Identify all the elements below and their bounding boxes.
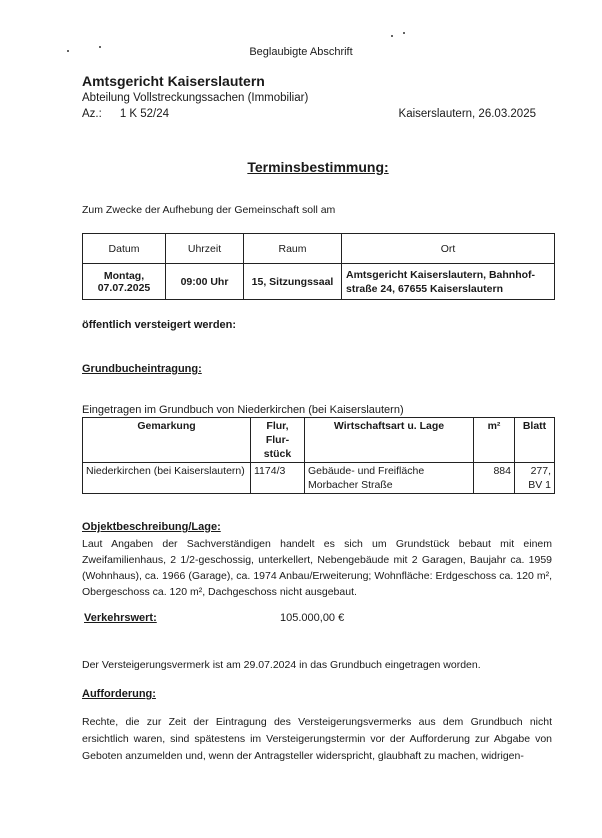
object-description-heading: Objektbeschreibung/Lage: bbox=[82, 521, 221, 533]
land-register-header-row bbox=[83, 418, 555, 463]
col-header-datum: Datum bbox=[83, 234, 166, 264]
cell-gemarkung: Niederkirchen (bei Kaiserslautern) bbox=[83, 463, 251, 494]
appointment-row bbox=[83, 264, 555, 300]
col-header-gemarkung: Gemarkung bbox=[83, 418, 251, 463]
col-header-blatt: Blatt bbox=[515, 418, 555, 463]
appointment-table bbox=[82, 233, 555, 300]
appointment-time: 09:00 Uhr bbox=[166, 264, 244, 300]
cell-wirtschaftsart bbox=[305, 463, 474, 494]
col-header-wirtschaftsart: Wirtschaftsart u. Lage bbox=[305, 418, 474, 463]
certified-copy-label: Beglaubigte Abschrift bbox=[249, 46, 353, 58]
auction-statement: öffentlich versteigert werden: bbox=[82, 319, 237, 331]
cell-blatt-line2: BV 1 bbox=[528, 479, 551, 491]
request-text: Rechte, die zur Zeit der Eintragung des Versteigerungsvermerks aus dem Grundbuch nicht ersichtlich waren, sind spätestens im Versteigerungstermin vor der Aufforderung zur Abgabe von Geboten anzumelden und, wenn der Antragsteller widerspricht, glaubhaft zu machen, widrigen- bbox=[82, 716, 552, 762]
appointment-room: 15, Sitzungssaal bbox=[244, 264, 342, 300]
auction-note: Der Versteigerungsvermerk ist am 29.07.2024 in das Grundbuch eingetragen worden. bbox=[82, 659, 481, 671]
col-header-flur-line2: stück bbox=[263, 448, 292, 460]
place-date: Kaiserslautern, 26.03.2025 bbox=[398, 108, 536, 120]
cell-blatt bbox=[515, 463, 555, 494]
market-value: 105.000,00 € bbox=[280, 612, 345, 624]
cell-wirtschaftsart-line2: Morbacher Straße bbox=[308, 479, 393, 491]
appointment-date-value: 07.07.2025 bbox=[97, 281, 151, 294]
appointment-weekday: Montag, bbox=[103, 269, 145, 282]
col-header-area: m² bbox=[474, 418, 515, 463]
cell-wirtschaftsart-line1: Gebäude- und Freifläche bbox=[308, 465, 425, 477]
appointment-header-row bbox=[83, 234, 555, 264]
court-department: Abteilung Vollstreckungssachen (Immobiliar) bbox=[82, 92, 309, 104]
court-name: Amtsgericht Kaiserslautern bbox=[82, 73, 265, 89]
case-reference-number: 1 K 52/24 bbox=[119, 108, 170, 120]
object-description-text: Laut Angaben der Sachverständigen handelt es sich um Grundstück bebaut mit einem Zweifamilienhaus, 2 1/2-geschossig, unterkellert, Nebengebäude mit 2 Garagen, Baujahr ca. 1959 (Wohnhaus), ca. 1966 (Garage), ca. 1974 Anbau/Erweiterung; Wohnfläche: Erdgeschoss ca. 120 m², Obergeschoss ca. 120 m², Dachgeschoss nicht ausgebaut. bbox=[82, 538, 552, 598]
document-title: Terminsbestimmung: bbox=[247, 159, 389, 175]
scan-speck bbox=[403, 32, 405, 34]
land-register-registered-in: Eingetragen im Grundbuch von Niederkirchen (bei Kaiserslautern) bbox=[82, 404, 404, 416]
col-header-uhrzeit: Uhrzeit bbox=[166, 234, 244, 264]
cell-flurstueck: 1174/3 bbox=[251, 463, 305, 494]
cell-blatt-line1: 277, bbox=[530, 465, 551, 477]
land-register-heading: Grundbucheintragung: bbox=[82, 363, 202, 375]
request-heading: Aufforderung: bbox=[82, 688, 156, 700]
col-header-flurstueck bbox=[251, 418, 305, 463]
col-header-ort: Ort bbox=[342, 234, 555, 264]
intro-text: Zum Zwecke der Aufhebung der Gemeinschaft soll am bbox=[82, 204, 336, 216]
land-register-row bbox=[83, 463, 555, 494]
appointment-location: Amtsgericht Kaiserslautern, Bahnhof-straße 24, 67655 Kaiserslautern bbox=[342, 264, 555, 300]
cell-area: 884 bbox=[474, 463, 515, 494]
col-header-flur-line1: Flur, Flur- bbox=[265, 420, 290, 446]
market-value-label: Verkehrswert: bbox=[84, 612, 157, 624]
case-reference bbox=[82, 108, 169, 120]
scan-speck bbox=[391, 35, 393, 37]
case-reference-label: Az.: bbox=[82, 108, 102, 120]
col-header-raum: Raum bbox=[244, 234, 342, 264]
land-register-table bbox=[82, 417, 555, 494]
appointment-date bbox=[83, 264, 166, 300]
